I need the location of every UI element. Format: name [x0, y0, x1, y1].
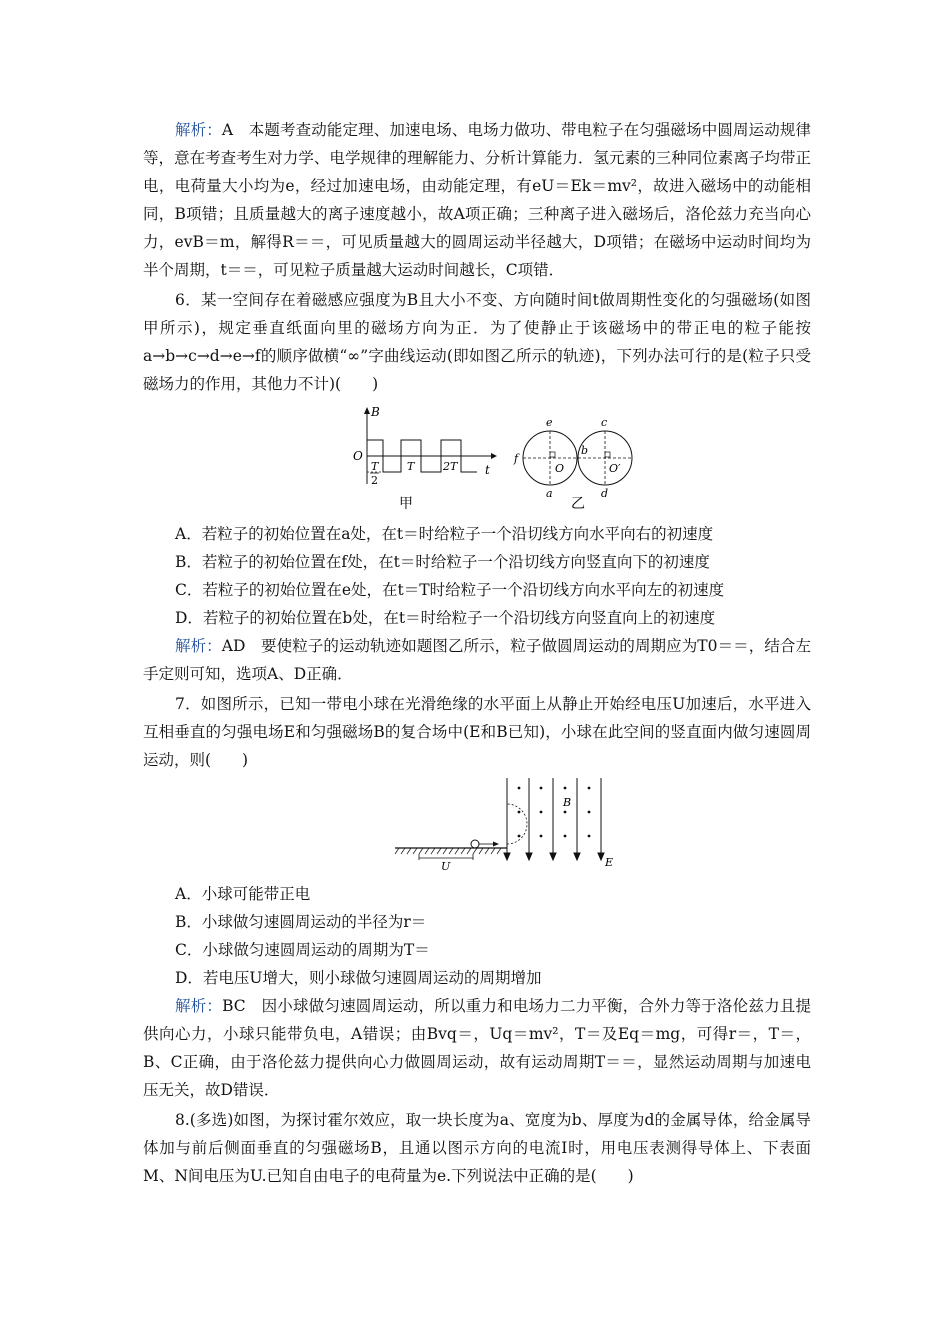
q6-option-d: D．若粒子的初始位置在b处，在t＝时给粒子一个沿切线方向竖直向上的初速度 — [175, 609, 716, 627]
q7-option-a: A．小球可能带正电 — [175, 885, 311, 903]
tick-half-T-num: T — [371, 460, 379, 473]
caption-jia: 甲 — [399, 496, 413, 512]
q7-option-d: D．若电压U增大，则小球做匀速圆周运动的周期增加 — [175, 969, 542, 987]
axis-B-label: B — [371, 405, 380, 419]
q7-figure-svg — [143, 778, 811, 874]
q8-stem: 8.(多选)如图，为探讨霍尔效应，取一块长度为a、宽度为b、厚度为d的金属导体，给金属导体加与前后侧面垂直的匀强磁场B，且通以图示方向的电流I时，用电压表测得导体上、下表面M、N间电压为U.已知自由电子的电荷量为e.下列说法中正确的是( ) — [143, 1111, 811, 1185]
analysis-label: 解析： — [175, 637, 222, 655]
ball — [471, 840, 479, 848]
q7-option-c: C．小球做匀速圆周运动的周期为T＝ — [175, 941, 430, 959]
label-U: U — [441, 860, 451, 873]
q6-figure — [143, 402, 811, 512]
analysis-label: 解析： — [175, 121, 222, 139]
q6-analysis — [143, 632, 811, 688]
axis-t-label: t — [485, 463, 490, 477]
caption-yi: 乙 — [571, 496, 585, 512]
q6-figure-svg — [143, 402, 811, 512]
analysis-label: 解析： — [175, 997, 223, 1015]
analysis-text: BC 因小球做匀速圆周运动，所以重力和电场力二力平衡，合外力等于洛伦兹力且提供向心力，小球只能带负电，A错误；由Bvq＝，Uq＝mv²，T＝及Eq＝mg，可得r＝，T＝，B、C正确，由于洛伦兹力提供向心力做圆周运动，故有运动周期T＝＝，显然运动周期与加速电压无关，故D错误． — [143, 997, 811, 1099]
label-e: e — [546, 416, 553, 429]
q6-option-c: C．若粒子的初始位置在e处，在t＝T时给粒子一个沿切线方向水平向左的初速度 — [175, 581, 725, 599]
q7-figure — [143, 778, 811, 874]
tick-2T: 2T — [443, 460, 458, 473]
label-B: B — [563, 796, 572, 809]
q7-option-b: B．小球做匀速圆周运动的半径为r＝ — [175, 913, 427, 931]
tick-half-T-den: 2 — [371, 474, 378, 487]
q6-stem: 6．某一空间存在着磁感应强度为B且大小不变、方向随时间t做周期性变化的匀强磁场(如图甲所示)，规定垂直纸面向里的磁场方向为正．为了使静止于该磁场中的带正电的粒子能按a→b→c→d→e→f的顺序做横“∞”字曲线运动(即如图乙所示的轨迹)，下列办法可行的是(粒子只受磁场力的作用，其他力不计)( ) — [143, 291, 811, 393]
q7-stem: 7．如图所示，已知一带电小球在光滑绝缘的水平面上从静止开始经电压U加速后，水平进入互相垂直的匀强电场E和匀强磁场B的复合场中(E和B已知)，小球在此空间的竖直面内做匀速圆周运动，则( ) — [143, 695, 811, 769]
label-O: O — [555, 462, 565, 475]
axis-O-label: O — [353, 449, 363, 463]
tick-T: T — [407, 460, 415, 473]
label-c: c — [601, 416, 608, 429]
analysis-text: A 本题考查动能定理、加速电场、电场力做功、带电粒子在匀强磁场中圆周运动规律等，意在考查考生对力学、电学规律的理解能力、分析计算能力．氢元素的三种同位素离子均带正电，电荷量大小均为e，经过加速电场，由动能定理，有eU＝Ek＝mv²，故进入磁场中的动能相同，B项错；且质量越大的离子速度越小，故A项正确；三种离子进入磁场后，洛伦兹力充当向心力，evB＝m，解得R＝＝，可见质量越大的圆周运动半径越大，D项错；在磁场中运动时间均为半个周期，t＝＝，可见粒子质量越大运动时间越长，C项错． — [143, 121, 811, 279]
q6-option-b: B．若粒子的初始位置在f处，在t＝时给粒子一个沿切线方向竖直向下的初速度 — [175, 553, 710, 571]
label-f: f — [514, 452, 519, 465]
label-E: E — [605, 856, 614, 869]
document-page — [143, 116, 811, 1192]
q6-option-a: A．若粒子的初始位置在a处，在t＝时给粒子一个沿切线方向水平向右的初速度 — [175, 525, 714, 543]
trajectory — [507, 804, 527, 844]
q7-analysis — [143, 992, 811, 1104]
label-d: d — [601, 487, 609, 500]
label-b: b — [581, 444, 589, 457]
label-O2: O′ — [609, 462, 621, 475]
label-a: a — [546, 487, 553, 500]
q5-analysis — [143, 116, 811, 284]
analysis-text: AD 要使粒子的运动轨迹如题图乙所示，粒子做圆周运动的周期应为T0＝＝，结合左手定则可知，选项A、D正确． — [143, 637, 811, 683]
